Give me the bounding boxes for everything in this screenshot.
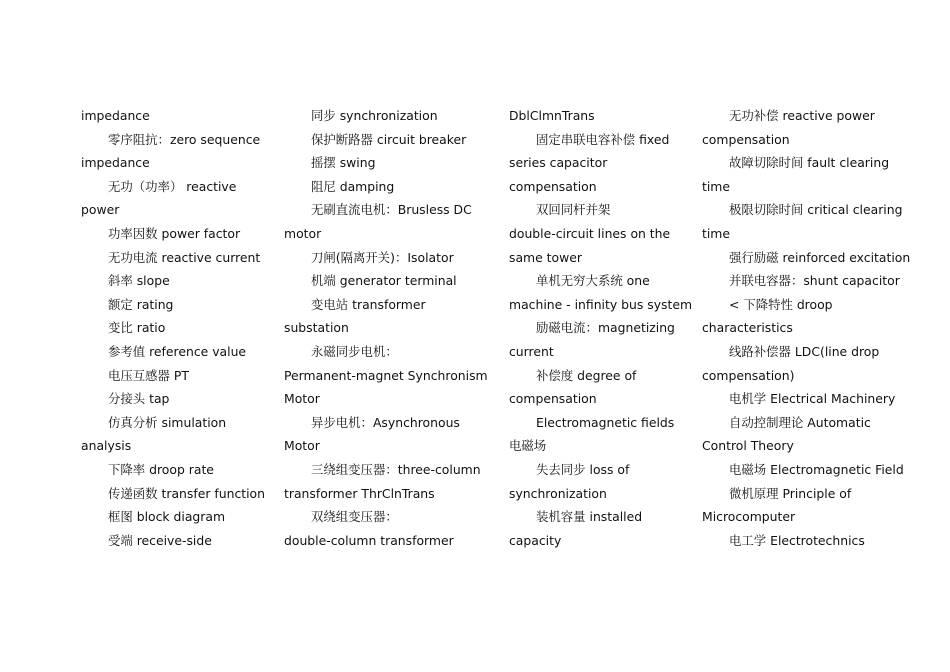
glossary-line: 电压互感器 PT bbox=[108, 367, 189, 383]
glossary-line: 并联电容器：shunt capacitor bbox=[729, 273, 900, 289]
glossary-line: 保护断路器 circuit breaker bbox=[311, 131, 467, 147]
glossary-line: 电磁场 bbox=[509, 438, 547, 454]
glossary-line: 双回同杆并架 bbox=[536, 202, 611, 218]
glossary-column-1 bbox=[81, 104, 265, 552]
glossary-line: compensation bbox=[509, 178, 597, 194]
glossary-line: 无功电流 reactive current bbox=[108, 249, 261, 265]
glossary-line: 变电站 transformer bbox=[311, 296, 426, 312]
glossary-line: 故障切除时间 fault clearing bbox=[729, 155, 890, 171]
glossary-line: capacity bbox=[509, 532, 562, 548]
glossary-line: 框图 block diagram bbox=[108, 509, 226, 525]
glossary-line: 斜率 slope bbox=[108, 273, 170, 289]
glossary-line: 参考值 reference value bbox=[108, 343, 247, 359]
glossary-line: < 下降特性 droop bbox=[729, 296, 833, 312]
glossary-line: 电工学 Electrotechnics bbox=[729, 532, 865, 548]
glossary-line: impedance bbox=[81, 108, 150, 123]
glossary-line: 仿真分析 simulation bbox=[108, 414, 227, 430]
glossary-line: compensation) bbox=[702, 367, 795, 383]
glossary-line: 微机原理 Principle of bbox=[729, 485, 852, 501]
glossary-line: 无功补偿 reactive power bbox=[729, 108, 875, 123]
glossary-line: 传递函数 transfer function bbox=[108, 485, 265, 501]
glossary-line: DblClmnTrans bbox=[509, 108, 595, 123]
glossary-column-4 bbox=[702, 104, 910, 552]
glossary-line: Permanent-magnet Synchronism bbox=[284, 367, 488, 383]
glossary-line: compensation bbox=[702, 131, 790, 147]
glossary-line: 下降率 droop rate bbox=[108, 461, 214, 477]
glossary-line: machine - infinity bus system bbox=[509, 296, 693, 312]
glossary-line: 双绕组变压器： bbox=[311, 509, 398, 525]
glossary-line: Motor bbox=[284, 438, 320, 454]
glossary-line: 线路补偿器 LDC(line drop bbox=[729, 343, 880, 359]
glossary-line: 机端 generator terminal bbox=[311, 273, 457, 289]
glossary-line: 零序阻抗：zero sequence bbox=[108, 131, 261, 147]
glossary-line: current bbox=[509, 343, 554, 359]
glossary-line: characteristics bbox=[702, 320, 793, 336]
glossary-line: synchronization bbox=[509, 485, 607, 501]
glossary-line: same tower bbox=[509, 249, 582, 265]
glossary-line: double-circuit lines on the bbox=[509, 225, 671, 241]
glossary-line: 永磁同步电机： bbox=[311, 343, 398, 359]
glossary-line: analysis bbox=[81, 438, 132, 454]
glossary-line: Control Theory bbox=[702, 438, 794, 454]
glossary-line: 受端 receive-side bbox=[108, 532, 212, 548]
glossary-line: 励磁电流：magnetizing bbox=[536, 320, 675, 336]
glossary-line: 功率因数 power factor bbox=[108, 225, 241, 241]
glossary-line: 变比 ratio bbox=[108, 320, 166, 336]
glossary-line: double-column transformer bbox=[284, 532, 454, 548]
glossary-column-2 bbox=[284, 104, 488, 552]
glossary-line: 补偿度 degree of bbox=[536, 367, 637, 383]
glossary-line: 电磁场 Electromagnetic Field bbox=[729, 461, 904, 477]
glossary-line: Motor bbox=[284, 391, 320, 407]
glossary-line: substation bbox=[284, 320, 349, 336]
glossary-column-3 bbox=[509, 104, 692, 552]
glossary-line: Electromagnetic fields bbox=[536, 414, 675, 430]
glossary-line: 电机学 Electrical Machinery bbox=[729, 391, 896, 407]
glossary-line: 分接头 tap bbox=[108, 391, 170, 407]
glossary-line: 无功（功率） reactive bbox=[108, 178, 237, 194]
glossary-line: power bbox=[81, 202, 120, 218]
glossary-line: 单机无穷大系统 one bbox=[536, 273, 650, 289]
glossary-line: time bbox=[702, 225, 730, 241]
glossary-line: series capacitor bbox=[509, 155, 608, 171]
glossary-line: compensation bbox=[509, 391, 597, 407]
glossary-line: 失去同步 loss of bbox=[536, 461, 630, 477]
glossary-line: motor bbox=[284, 225, 322, 241]
glossary-line: 三绕组变压器：three-column bbox=[311, 461, 481, 477]
glossary-line: 无刷直流电机：Brusless DC bbox=[311, 202, 472, 218]
glossary-line: Microcomputer bbox=[702, 509, 796, 525]
glossary-line: time bbox=[702, 178, 730, 194]
glossary-line: 额定 rating bbox=[108, 296, 174, 312]
glossary-line: impedance bbox=[81, 155, 150, 171]
glossary-line: 极限切除时间 critical clearing bbox=[729, 202, 903, 218]
glossary-line: 摇摆 swing bbox=[311, 155, 376, 171]
glossary-line: 固定串联电容补偿 fixed bbox=[536, 131, 670, 147]
glossary-line: 阻尼 damping bbox=[311, 178, 395, 194]
glossary-line: 强行励磁 reinforced excitation bbox=[729, 249, 911, 265]
glossary-line: 刀闸(隔离开关)：Isolator bbox=[311, 249, 454, 265]
glossary-line: transformer ThrClnTrans bbox=[284, 485, 435, 501]
glossary-line: 异步电机：Asynchronous bbox=[311, 414, 460, 430]
glossary-line: 同步 synchronization bbox=[311, 108, 438, 123]
glossary-line: 自动控制理论 Automatic bbox=[729, 414, 871, 430]
glossary-line: 装机容量 installed bbox=[536, 509, 643, 525]
